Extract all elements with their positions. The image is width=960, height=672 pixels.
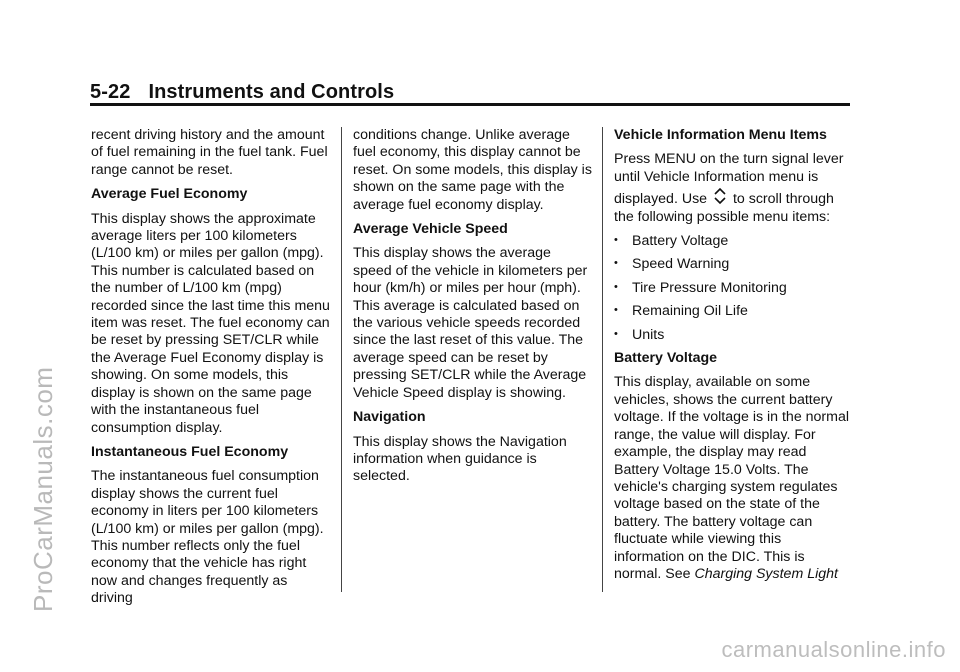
list-item-label: Battery Voltage xyxy=(632,233,729,250)
section-title: Instruments and Controls xyxy=(148,81,395,103)
paragraph: conditions change. Unlike average fuel economy, this display cannot be reset. On some models, this display is shown on the same page with the average fuel economy display. xyxy=(353,127,592,213)
subheading: Average Vehicle Speed xyxy=(353,221,508,238)
list-item xyxy=(614,303,854,320)
list-item-label: Speed Warning xyxy=(632,256,730,273)
paragraph-text: Press MENU on the turn signal lever until Vehicle Information menu is displayed. Use xyxy=(614,151,844,208)
paragraph: This display shows the average speed of the vehicle in kilometers per hour (km/h) or miles per hour (mph). This average is calculated based on the various vehicle speeds recorded since the last reset of this value. The average speed can be reset by pressing SET/CLR while the Average Vehicle Speed display is showing. xyxy=(353,245,588,401)
column-1 xyxy=(91,127,331,615)
subheading: Battery Voltage xyxy=(614,350,718,367)
subheading: Vehicle Information Menu Items xyxy=(614,127,827,143)
bullet-icon: • xyxy=(614,280,618,293)
paragraph: recent driving history and the amount of fuel remaining in the fuel tank. Fuel range cannot be reset. xyxy=(91,127,328,178)
subheading: Instantaneous Fuel Economy xyxy=(91,443,289,460)
page-header xyxy=(90,81,394,104)
column-divider xyxy=(602,127,603,592)
bullet-icon: • xyxy=(614,257,618,270)
paragraph: The instantaneous fuel consumption display shows the current fuel economy in liters per 100 kilometers (L/100 km) or miles per gallon (mpg). This number reflects only the fuel economy that the vehicle has right now and changes frequently as driving xyxy=(91,468,324,607)
list-item xyxy=(614,233,854,250)
page-number: 5-22 xyxy=(90,81,131,103)
column-2 xyxy=(353,127,593,493)
list-item xyxy=(614,327,854,344)
list-item-label: Remaining Oil Life xyxy=(632,303,748,320)
paragraph: This display shows the approximate average liters per 100 kilometers (L/100 km) or miles per gallon (mpg). This number is calculated based on the number of L/100 km (mpg) recorded since the last time this menu item was reset. The fuel economy can be reset by pressing SET/CLR while the Average Fuel Economy display is showing. On some models, this display is shown on the same page with the instantaneous fuel consumption display. xyxy=(91,210,330,436)
paragraph: This display shows the Navigation information when guidance is selected. xyxy=(353,433,567,485)
list-item-label: Units xyxy=(632,326,665,343)
paragraph xyxy=(614,151,854,226)
paragraph-text: This display, available on some vehicles, shows the current battery voltage. If the voltage is in the normal range, the value will display. For example, the display may read Battery Voltage 15.0 Volts. The vehicle's charging system regulates voltage based on the state of the battery. The battery voltage can fluctuate while viewing this information on the DIC. This is normal. See xyxy=(614,374,850,582)
paragraph xyxy=(614,374,854,583)
bullet-icon: • xyxy=(614,327,618,340)
scroll-arrows-icon xyxy=(713,186,727,206)
bottom-watermark: carmanualsonline.info xyxy=(721,637,946,662)
header-rule xyxy=(90,103,850,106)
subheading: Average Fuel Economy xyxy=(91,186,248,203)
subheading: Navigation xyxy=(353,409,426,426)
bullet-icon: • xyxy=(614,234,618,247)
column-3 xyxy=(614,127,854,590)
paragraph-text: to scroll through the following possible menu items: xyxy=(614,191,834,225)
side-watermark: ProCarManuals.com xyxy=(28,366,58,612)
list-item xyxy=(614,256,854,273)
list-item xyxy=(614,280,854,297)
list-item-label: Tire Pressure Monitoring xyxy=(632,279,787,296)
cross-reference-link[interactable]: Charging System Light xyxy=(694,565,838,582)
bullet-icon: • xyxy=(614,304,618,317)
column-divider xyxy=(341,127,342,592)
